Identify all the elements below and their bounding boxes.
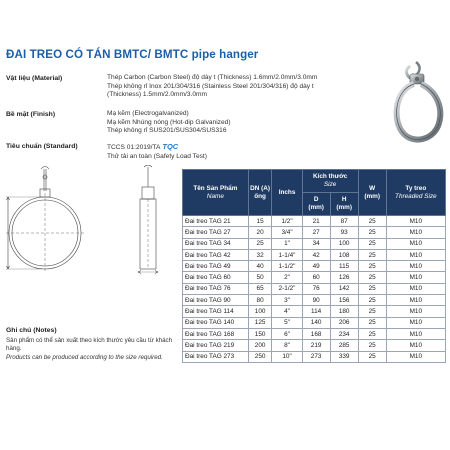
cell-name: Đai treo TAG 90 (183, 295, 249, 306)
notes-vi: Sản phẩm có thể sản xuất theo kích thước yêu cầu từ khách hàng. (6, 337, 173, 353)
cell-d: 273 (302, 351, 330, 362)
cell-w: 25 (358, 227, 386, 238)
notes-text (6, 337, 178, 362)
table-row (183, 249, 446, 260)
table-row (183, 227, 446, 238)
col-size-header: Kích thước Size (302, 170, 358, 193)
cell-thread: M10 (386, 227, 445, 238)
cell-d: 60 (302, 272, 330, 283)
cell-w: 25 (358, 351, 386, 362)
cell-d: 49 (302, 261, 330, 272)
cell-thread: M10 (386, 295, 445, 306)
cell-thread: M10 (386, 238, 445, 249)
cell-dn: 25 (248, 238, 272, 249)
cell-inch: 1-1/4" (272, 249, 302, 260)
cell-dn: 65 (248, 283, 272, 294)
page-title: ĐAI TREO CÓ TÁN BMTC/ BMTC pipe hanger (6, 48, 259, 61)
cell-name: Đai treo TAG 219 (183, 340, 249, 351)
cell-inch: 2" (272, 272, 302, 283)
cell-name: Đai treo TAG 42 (183, 249, 249, 260)
cell-inch: 8" (272, 340, 302, 351)
cell-h: 180 (330, 306, 358, 317)
cell-dn: 200 (248, 340, 272, 351)
pipe-hanger-photo (388, 60, 446, 152)
table-row (183, 272, 446, 283)
cell-d: 114 (302, 306, 330, 317)
cell-thread: M10 (386, 317, 445, 328)
cell-inch: 1/2" (272, 216, 302, 227)
cell-h: 87 (330, 216, 358, 227)
cell-dn: 250 (248, 351, 272, 362)
cell-dn: 100 (248, 306, 272, 317)
cell-d: 90 (302, 295, 330, 306)
col-ty-header: Ty treo Threaded Size (386, 170, 445, 216)
spec-table (182, 169, 446, 363)
cell-thread: M10 (386, 249, 445, 260)
cell-dn: 15 (248, 216, 272, 227)
cell-name: Đai treo TAG 273 (183, 351, 249, 362)
table-row (183, 306, 446, 317)
cell-d: 219 (302, 340, 330, 351)
notes-heading: Ghi chú (Notes) (6, 327, 57, 334)
cell-inch: 5" (272, 317, 302, 328)
cell-dn: 32 (248, 249, 272, 260)
table-row (183, 351, 446, 362)
cell-inch: 3" (272, 295, 302, 306)
cell-w: 25 (358, 272, 386, 283)
col-d-header: D (mm) (302, 193, 330, 216)
cell-h: 339 (330, 351, 358, 362)
table-row (183, 283, 446, 294)
technical-drawing (4, 165, 180, 275)
cell-inch: 2-1/2" (272, 283, 302, 294)
cell-inch: 1-1/2" (272, 261, 302, 272)
cell-name: Đai treo TAG 34 (183, 238, 249, 249)
col-inch-header: Inchs (272, 170, 302, 216)
finish-label: Bề mặt (Finish) (6, 111, 56, 118)
cell-inch: 10" (272, 351, 302, 362)
material-line: (Thickness) 1.5mm/2.0mm/3.0mm (107, 91, 208, 99)
cell-dn: 150 (248, 328, 272, 339)
cell-inch: 1" (272, 238, 302, 249)
table-row (183, 261, 446, 272)
cell-w: 25 (358, 317, 386, 328)
cell-name: Đai treo TAG 60 (183, 272, 249, 283)
cell-w: 25 (358, 295, 386, 306)
table-row (183, 295, 446, 306)
cell-h: 100 (330, 238, 358, 249)
cell-h: 142 (330, 283, 358, 294)
cell-w: 25 (358, 328, 386, 339)
cell-dn: 40 (248, 261, 272, 272)
material-text (107, 74, 317, 100)
table-row (183, 238, 446, 249)
cell-dn: 50 (248, 272, 272, 283)
table-row (183, 216, 446, 227)
cell-h: 115 (330, 261, 358, 272)
cell-name: Đai treo TAG 27 (183, 227, 249, 238)
material-line: Thép không rỉ Inox 201/304/316 (Stainless Steel 201/304/316) độ dày t (107, 82, 314, 90)
cell-thread: M10 (386, 283, 445, 294)
finish-line: Mạ kẽm Nhúng nóng (Hot-dip Galvanized) (107, 118, 231, 126)
cell-w: 25 (358, 216, 386, 227)
cell-w: 25 (358, 306, 386, 317)
cell-w: 25 (358, 249, 386, 260)
cell-inch: 6" (272, 328, 302, 339)
standard-code: TCCS 01:2019/TA (107, 144, 161, 151)
cell-name: Đai treo TAG 168 (183, 328, 249, 339)
cell-thread: M10 (386, 306, 445, 317)
cell-d: 168 (302, 328, 330, 339)
finish-line: Thép không rỉ SUS201/SUS304/SUS316 (107, 127, 227, 135)
cell-thread: M10 (386, 272, 445, 283)
standard-test: Thử tải an toàn (Safety Load Test) (107, 152, 207, 160)
finish-line: Mạ kẽm (Electrogalvanized) (107, 110, 189, 117)
cell-w: 25 (358, 283, 386, 294)
standard-label: Tiêu chuẩn (Standard) (6, 143, 78, 150)
table-row (183, 340, 446, 351)
cell-h: 234 (330, 328, 358, 339)
cell-w: 25 (358, 261, 386, 272)
cell-dn: 80 (248, 295, 272, 306)
tqc-logo: TQC (162, 142, 179, 151)
cell-h: 93 (330, 227, 358, 238)
cell-dn: 20 (248, 227, 272, 238)
cell-dn: 125 (248, 317, 272, 328)
cell-name: Đai treo TAG 76 (183, 283, 249, 294)
cell-thread: M10 (386, 340, 445, 351)
cell-d: 76 (302, 283, 330, 294)
col-name-header: Tên Sản Phẩm Name (183, 170, 249, 216)
cell-inch: 3/4" (272, 227, 302, 238)
cell-h: 108 (330, 249, 358, 260)
cell-d: 34 (302, 238, 330, 249)
cell-d: 21 (302, 216, 330, 227)
cell-w: 25 (358, 340, 386, 351)
cell-w: 25 (358, 238, 386, 249)
material-label: Vật liệu (Material) (6, 75, 63, 82)
cell-d: 27 (302, 227, 330, 238)
notes-en: Products can be produced according to the size required. (6, 353, 163, 361)
cell-h: 285 (330, 340, 358, 351)
cell-inch: 4" (272, 306, 302, 317)
col-dn-header: DN (A) ống (248, 170, 272, 216)
cell-name: Đai treo TAG 49 (183, 261, 249, 272)
table-row (183, 328, 446, 339)
cell-name: Đai treo TAG 114 (183, 306, 249, 317)
table-row (183, 317, 446, 328)
col-w-header: W (mm) (358, 170, 386, 216)
cell-h: 156 (330, 295, 358, 306)
cell-thread: M10 (386, 216, 445, 227)
finish-text (107, 110, 231, 136)
standard-text (107, 143, 207, 161)
cell-h: 126 (330, 272, 358, 283)
cell-thread: M10 (386, 328, 445, 339)
cell-thread: M10 (386, 351, 445, 362)
cell-h: 206 (330, 317, 358, 328)
cell-d: 42 (302, 249, 330, 260)
cell-name: Đai treo TAG 21 (183, 216, 249, 227)
material-line: Thép Carbon (Carbon Steel) độ dày t (Thickness) 1.6mm/2.0mm/3.0mm (107, 74, 318, 81)
cell-name: Đai treo TAG 140 (183, 317, 249, 328)
col-h-header: H (mm) (330, 193, 358, 216)
cell-thread: M10 (386, 261, 445, 272)
cell-d: 140 (302, 317, 330, 328)
